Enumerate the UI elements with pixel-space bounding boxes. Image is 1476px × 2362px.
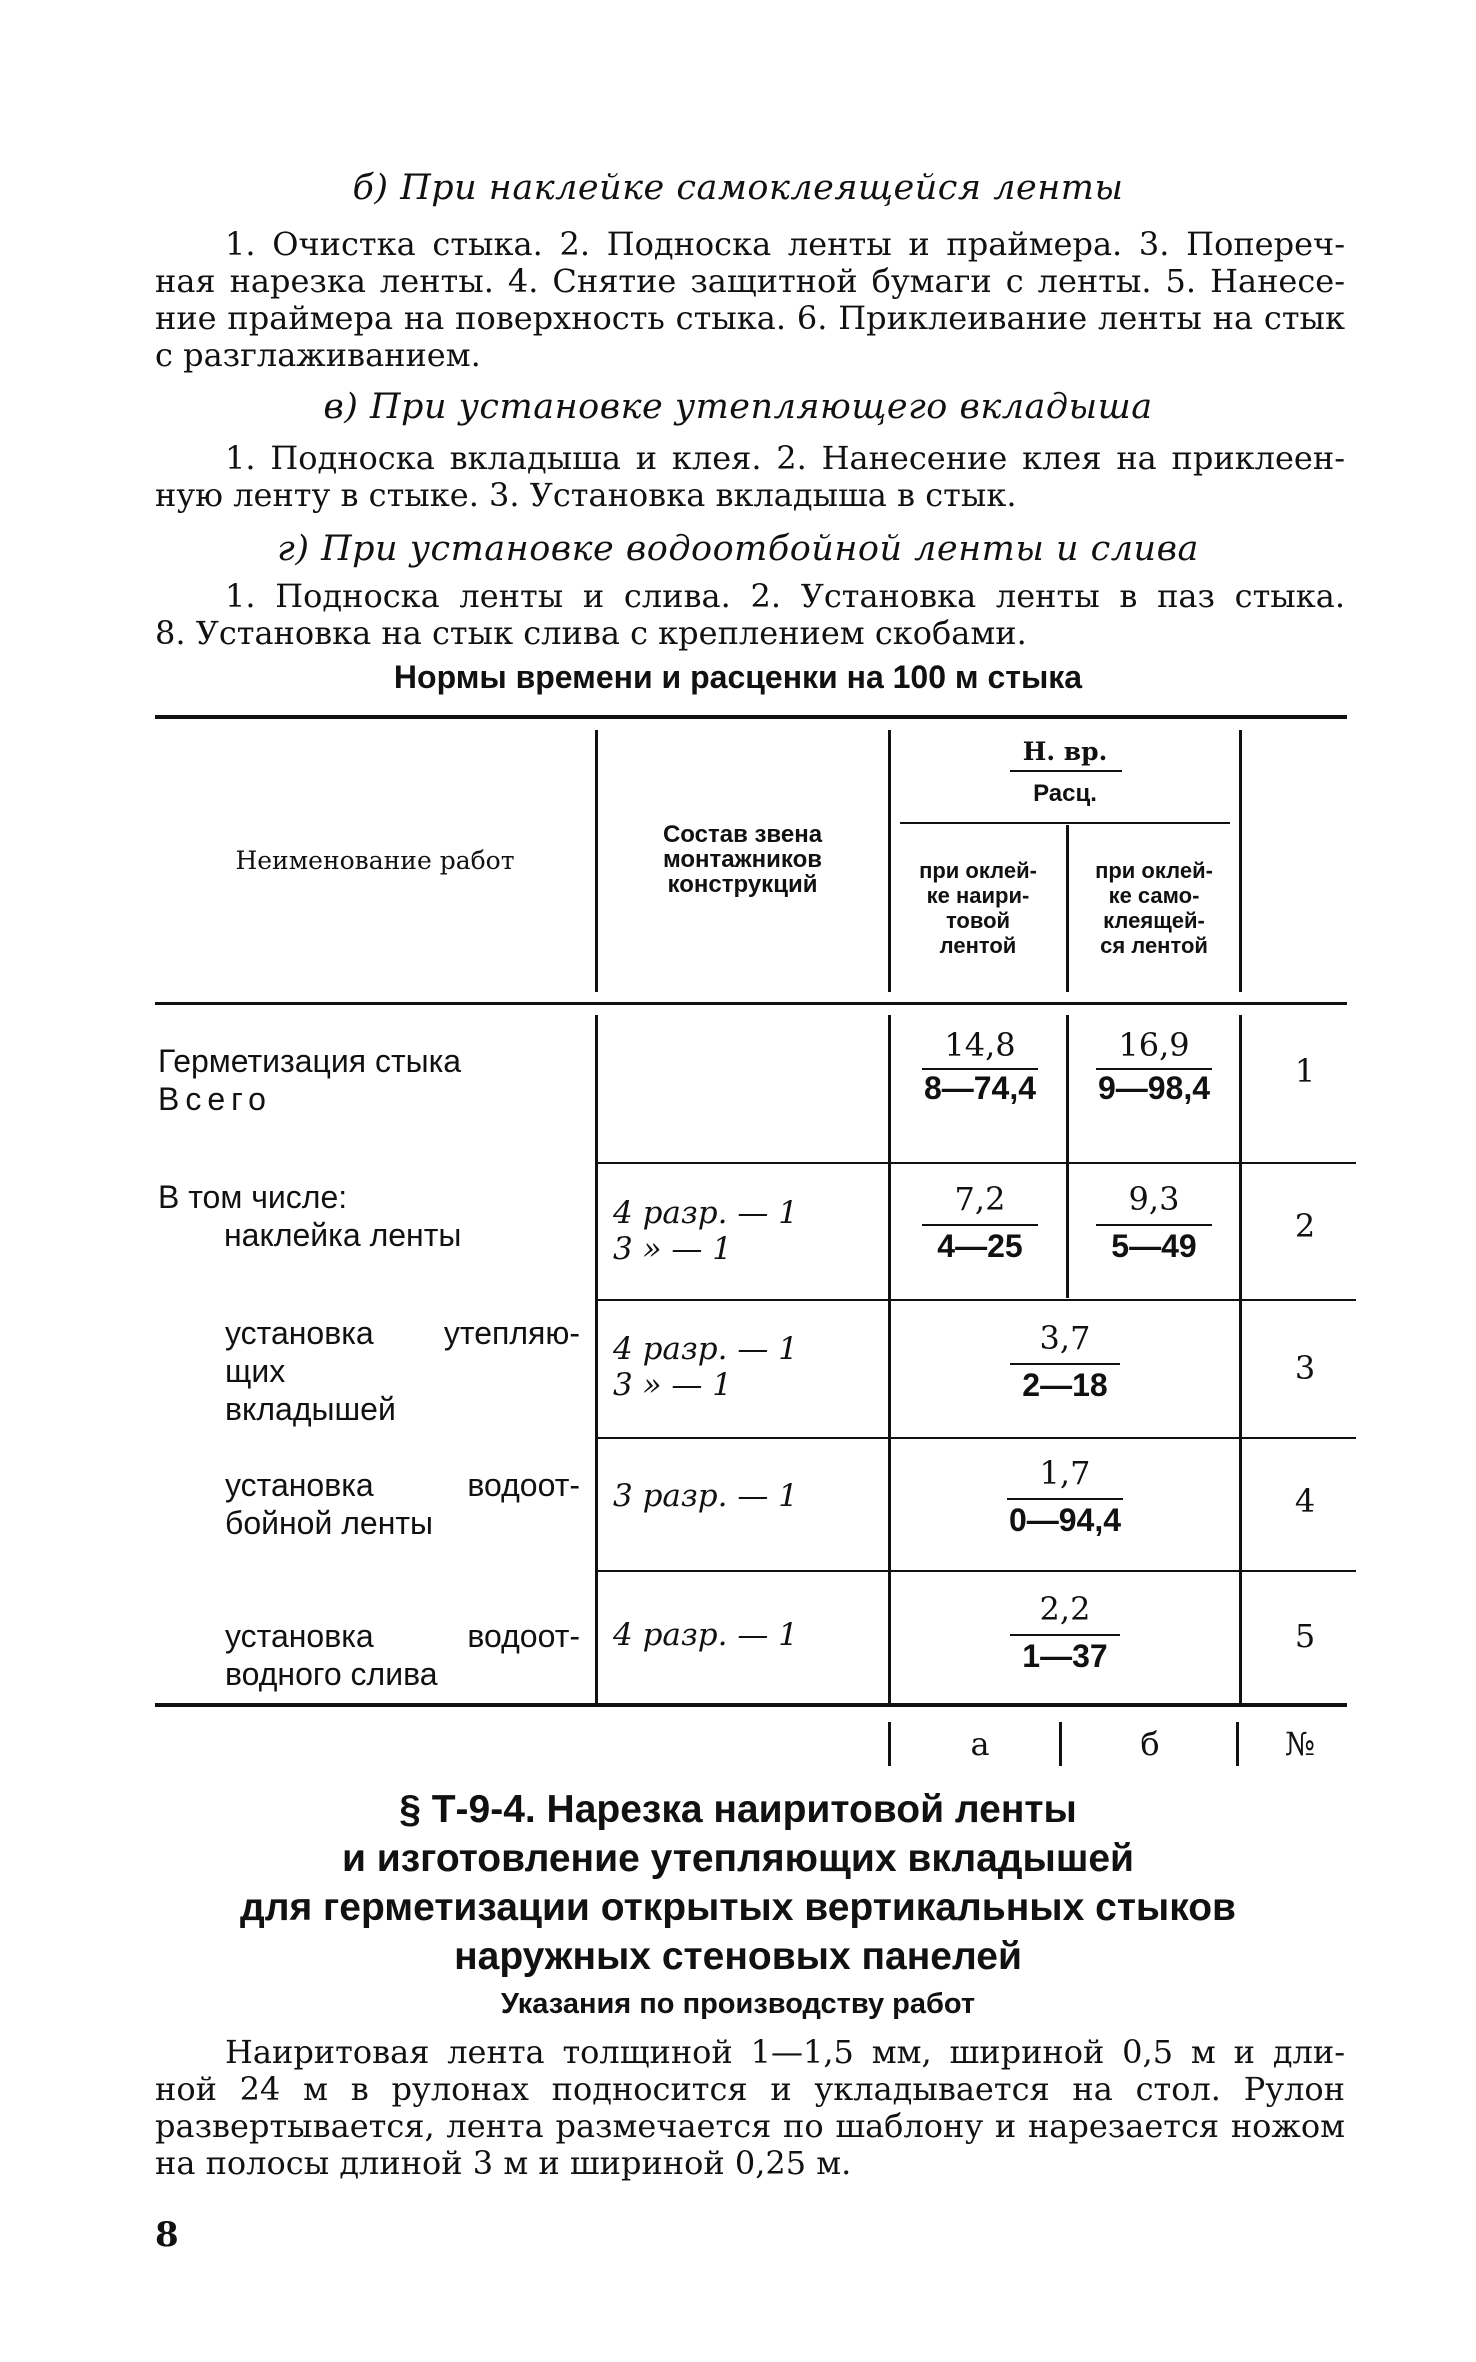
row-2-crew [613,1195,883,1267]
header-col-b [1069,858,1239,958]
vrule [888,1722,891,1766]
row-5-number: 5 [1294,1617,1316,1655]
row-2-number: 2 [1294,1207,1316,1245]
norm-time-value: 7,2 [954,1180,1006,1218]
vrule [1239,730,1242,992]
header-col-a-line: лентой [939,933,1017,958]
row-5-name [225,1617,580,1693]
crew-line: 3 » — 1 [613,1231,732,1267]
fraction-bar [1007,1498,1123,1500]
row-name-line: бойной ленты [225,1505,434,1541]
row-name-line: установка водоот- [225,1618,580,1654]
column-label-b: б [1140,1725,1160,1763]
fraction-bar [1096,1224,1212,1226]
hrule [900,822,1230,824]
row-3-name [225,1314,580,1428]
header-col-a-line: ке наири- [926,883,1030,908]
header-name-column: Неименование работ [235,846,515,875]
row-1-name [158,1042,588,1118]
row-name-line: установка утепляю- [225,1315,580,1351]
text-line: ная нарезка ленты. 4. Снятие защитной бумаги с ленты. 5. Нанесе- [155,262,1345,300]
header-crew-line: монтажников [662,846,823,873]
table-caption: Нормы времени и расценки на 100 м стыка [393,659,1083,695]
fraction-bar [1010,1634,1120,1636]
text-line: на полосы длиной 3 м и шириной 0,25 м. [155,2144,852,2182]
row-1-col-a-value [895,1024,1065,1110]
row-rule [598,1570,1356,1572]
row-5-value [900,1588,1230,1678]
row-name-line: вкладышей [225,1391,396,1427]
rate-value: 0—94,4 [1008,1502,1122,1538]
norm-time-value: 14,8 [944,1026,1016,1064]
instructions-heading: Указания по производству работ [500,1988,976,2020]
section-v-heading: в) При установке утепляющего вкладыша [323,387,1153,427]
row-name-line: щих [225,1353,286,1389]
section-title-line: § Т-9-4. Нарезка наиритовой ленты [399,1788,1077,1831]
column-label-a: а [970,1725,990,1763]
row-3-value [900,1317,1230,1407]
crew-line: 3 » — 1 [613,1367,732,1403]
text-line: 1. Очистка стыка. 2. Подноска ленты и праймера. 3. Попереч- [225,225,1345,263]
text-line: ние праймера на поверхность стыка. 6. Приклеивание ленты на стык [155,299,1345,337]
text-line: с разглаживанием. [155,336,481,374]
row-3-crew [613,1331,883,1403]
norm-time-value: 3,7 [1039,1319,1091,1357]
section-b-text [155,226,1345,374]
row-2-name [158,1178,588,1254]
text-line: Наиритовая лента толщиной 1—1,5 мм, шириной 0,5 м и дли- [225,2033,1345,2071]
row-3-number: 3 [1294,1349,1316,1387]
vrule [595,1015,598,1703]
vrule [888,730,891,992]
norm-time-value: 2,2 [1039,1590,1091,1628]
section-title [0,1785,1476,1981]
row-5-crew [613,1617,883,1653]
row-name-line: наклейка ленты [224,1217,462,1253]
header-col-a-line: при оклей- [919,858,1037,883]
fraction-bar [922,1224,1038,1226]
crew-line: 4 разр. — 1 [613,1195,798,1231]
rate-value: 8—74,4 [923,1070,1037,1106]
row-4-value [900,1452,1230,1542]
header-crew-column [600,822,885,897]
vrule [888,1015,891,1703]
crew-line: 4 разр. — 1 [613,1331,798,1367]
instructions-text [155,2034,1345,2182]
rate-value: 9—98,4 [1097,1070,1211,1106]
row-1-col-b-value [1070,1024,1238,1110]
section-v-text [155,440,1345,514]
fraction-bar [922,1068,1038,1070]
vrule [595,730,598,992]
section-g-heading: г) При установке водоотбойной ленты и слива [277,529,1199,569]
rate-value: 1—37 [1022,1638,1108,1674]
row-rule [598,1162,1356,1164]
crew-line: 3 разр. — 1 [613,1478,798,1514]
row-name-line: В том числе: [158,1179,348,1215]
table-header-rule [155,1002,1347,1005]
page-number: 8 [155,2215,179,2255]
text-line: ной 24 м в рулонах подносится и укладывается на стол. Рулон [155,2070,1345,2108]
row-2-col-a-value [895,1178,1065,1268]
header-col-b-line: ке само- [1108,883,1200,908]
header-col-b-line: клеящей- [1103,908,1205,933]
header-crew-line: конструкций [667,871,818,898]
norm-time-value: 16,9 [1118,1026,1190,1064]
header-norm-time: Н. вр. [1022,737,1108,766]
table-bottom-rule [155,1703,1347,1707]
row-rule [598,1437,1356,1439]
row-name-line: установка водоот- [225,1467,580,1503]
row-1-number: 1 [1294,1052,1316,1090]
header-rate: Расц. [1033,780,1097,807]
row-4-crew [613,1478,883,1514]
row-name-line: Герметизация стыка [158,1043,462,1079]
fraction-bar [1096,1068,1212,1070]
rate-value: 5—49 [1111,1228,1197,1264]
text-line: развертывается, лента размечается по шаблону и нарезается ножом [155,2107,1345,2145]
crew-line: 4 разр. — 1 [613,1617,798,1653]
norm-time-value: 1,7 [1039,1454,1091,1492]
vrule [1239,1015,1242,1703]
section-g-text [155,578,1345,652]
section-title-line: наружных стеновых панелей [454,1935,1022,1978]
section-title-line: и изготовление утепляющих вкладышей [341,1837,1135,1880]
vrule [1066,1015,1069,1298]
text-line: ную ленту в стыке. 3. Установка вкладыша в стык. [155,476,1017,514]
header-crew-line: Состав звена [662,821,823,848]
row-rule [598,1299,1356,1301]
row-2-col-b-value [1070,1178,1238,1268]
header-col-a [892,858,1064,958]
header-col-a-line: товой [945,908,1011,933]
table-top-rule [155,715,1347,719]
text-line: 1. Подноска ленты и слива. 2. Установка ленты в паз стыка. [225,577,1345,615]
norm-time-value: 9,3 [1128,1180,1180,1218]
fraction-bar [1010,1363,1120,1365]
text-line: 1. Подноска вкладыша и клея. 2. Нанесение клея на приклеен- [225,439,1345,477]
section-b-heading: б) При наклейке самоклеящейся ленты [352,168,1124,208]
header-frac-bar [1010,770,1122,772]
vrule [1236,1722,1239,1766]
header-col-b-line: при оклей- [1095,858,1213,883]
rate-value: 2—18 [1022,1367,1108,1403]
rate-value: 4—25 [937,1228,1023,1264]
text-line: 8. Установка на стык слива с креплением скобами. [155,614,1027,652]
header-col-b-line: ся лентой [1100,933,1208,958]
row-name-line: водного слива [225,1656,438,1692]
column-label-no: № [1284,1725,1316,1763]
row-4-name [225,1466,580,1542]
section-title-line: для герметизации открытых вертикальных стыков [239,1886,1237,1929]
row-4-number: 4 [1294,1482,1316,1520]
row-name-line: Всего [158,1081,272,1117]
